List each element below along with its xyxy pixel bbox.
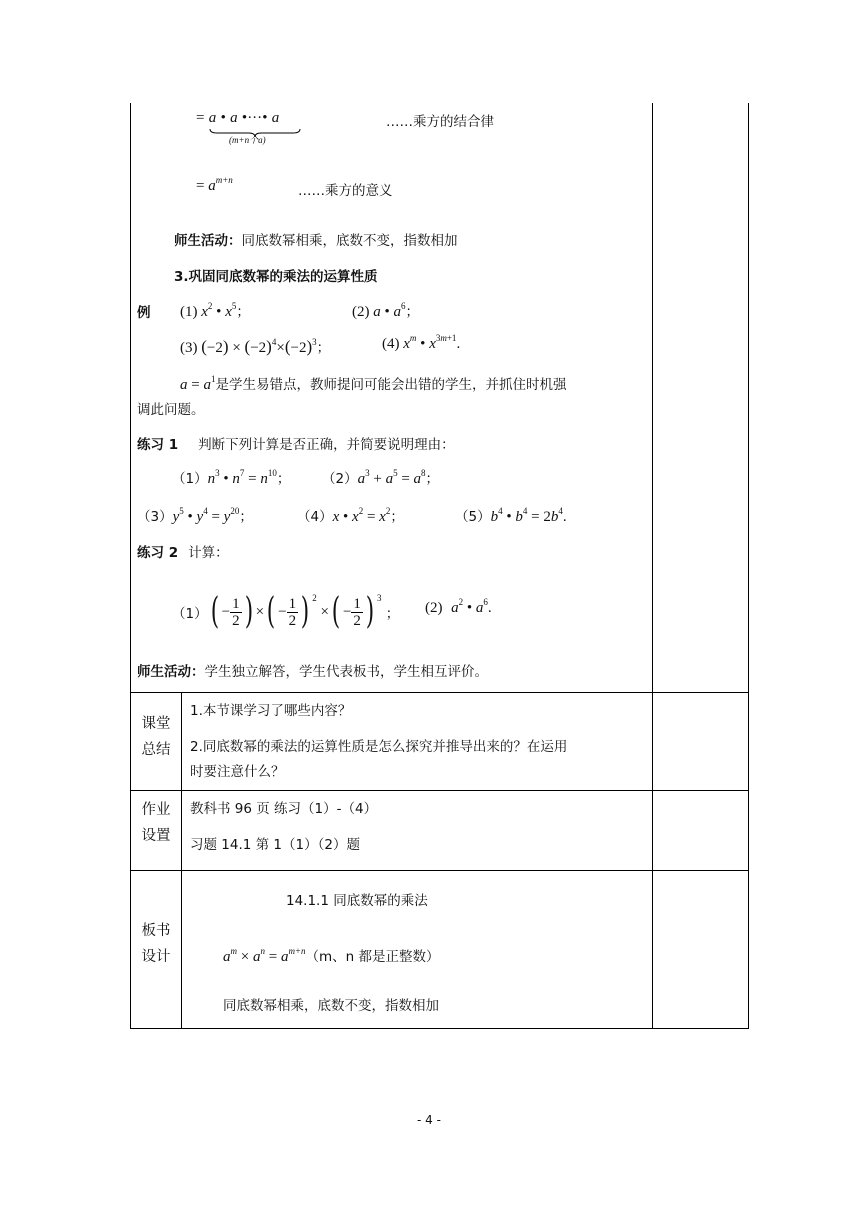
row-border-board [130, 870, 749, 871]
board-rule: 同底数幂相乘，底数不变，指数相加 [223, 998, 439, 1014]
table-left-border [130, 103, 131, 1029]
homework-line-1: 教科书 96 页 练习（1）-（4） [190, 801, 378, 817]
summary-question-1: 1.本节课学习了哪些内容？ [190, 703, 352, 719]
board-header: 板书 设计 [141, 923, 171, 965]
exercise-1-item-4: （4）x • $x^2 = x^2$； [297, 505, 404, 525]
exercise-2-item-1: （1） ( − $\frac{1}{2}$ ) × ( − $\frac{1}{2}$ ) $^2$ × ( − $\frac{1}{2}$ ) $^3$ ； [172, 591, 400, 632]
activity-1: 师生活动：同底数幂相乘，底数不变，指数相加 [174, 233, 458, 249]
summary-header: 课堂 总结 [141, 716, 171, 758]
underbrace-label: (m+n个a) [229, 135, 266, 145]
example-note-line-2: 调此问题。 [137, 402, 205, 418]
derivation-line-2: = $a^{m+n}$ [196, 174, 233, 194]
derivation-note-1: ……乘方的结合律 [386, 114, 494, 130]
homework-header: 作业 设置 [141, 802, 171, 844]
notes-column-border [652, 103, 653, 1029]
example-item-4: (4) $x^m$ • $x^{3m+1}$. [382, 332, 461, 352]
table-bottom-border [130, 1028, 749, 1029]
example-label: 例 [137, 305, 151, 321]
derivation-line-1: = a • a •···• a [196, 110, 279, 127]
example-note-line-1: $a = a^1$是学生易错点，教师提问可能会出错的学生，并抓住时机强 [180, 373, 567, 393]
page-number: - 4 - [417, 1113, 441, 1127]
row-border-homework [130, 790, 749, 791]
exercise-1-item-5: $(5)b^4$ • $b^4 = 2b^4$. [455, 505, 567, 525]
exercise-1-header: 练习 1 判断下列计算是否正确，并简要说明理由： [137, 437, 455, 453]
table-right-border [748, 103, 749, 1029]
exercise-2-item-2: (2) $a^2$ • $a^6$. [425, 596, 492, 616]
example-item-3: (3) $(-2) \times (-2)^4\times(-2)^3$； [180, 336, 331, 356]
board-formula: $a^m \times a^n = a^{m+n}(m$、n 都是正整数） [223, 945, 440, 965]
activity-2: 师生活动：学生独立解答，学生代表板书，学生相互评价。 [137, 664, 488, 680]
derivation-note-2: ……乘方的意义 [298, 183, 393, 199]
exercise-1-item-1: $(1)n^3$ • $n^7 = n^{10}$； [172, 467, 291, 487]
summary-question-2-line-1: 2.同底数幂的乘法的运算性质是怎么探究并推导出来的？在运用 [190, 739, 568, 755]
exercise-1-item-2: $(2)a^3 + a^5 = a^8$； [322, 467, 440, 487]
example-item-2: (2) a • $a^6$； [352, 300, 420, 320]
summary-question-2-line-2: 时要注意什么？ [190, 764, 285, 780]
example-item-1: (1) $x^2$ • $x^5$； [180, 300, 250, 320]
homework-line-2: 习题 14.1 第 1（1）（2）题 [190, 837, 360, 853]
board-title: 14.1.1 同底数幂的乘法 [286, 893, 428, 909]
row-border-summary [130, 692, 749, 693]
exercise-2-header: 练习 2 计算： [137, 545, 229, 561]
section-3-title: 3.巩固同底数幂的乘法的运算性质 [174, 269, 378, 285]
exercise-1-item-3: $(3)y^5$ • $y^4 = y^{20}$； [137, 505, 253, 525]
header-column-border [181, 693, 182, 1029]
